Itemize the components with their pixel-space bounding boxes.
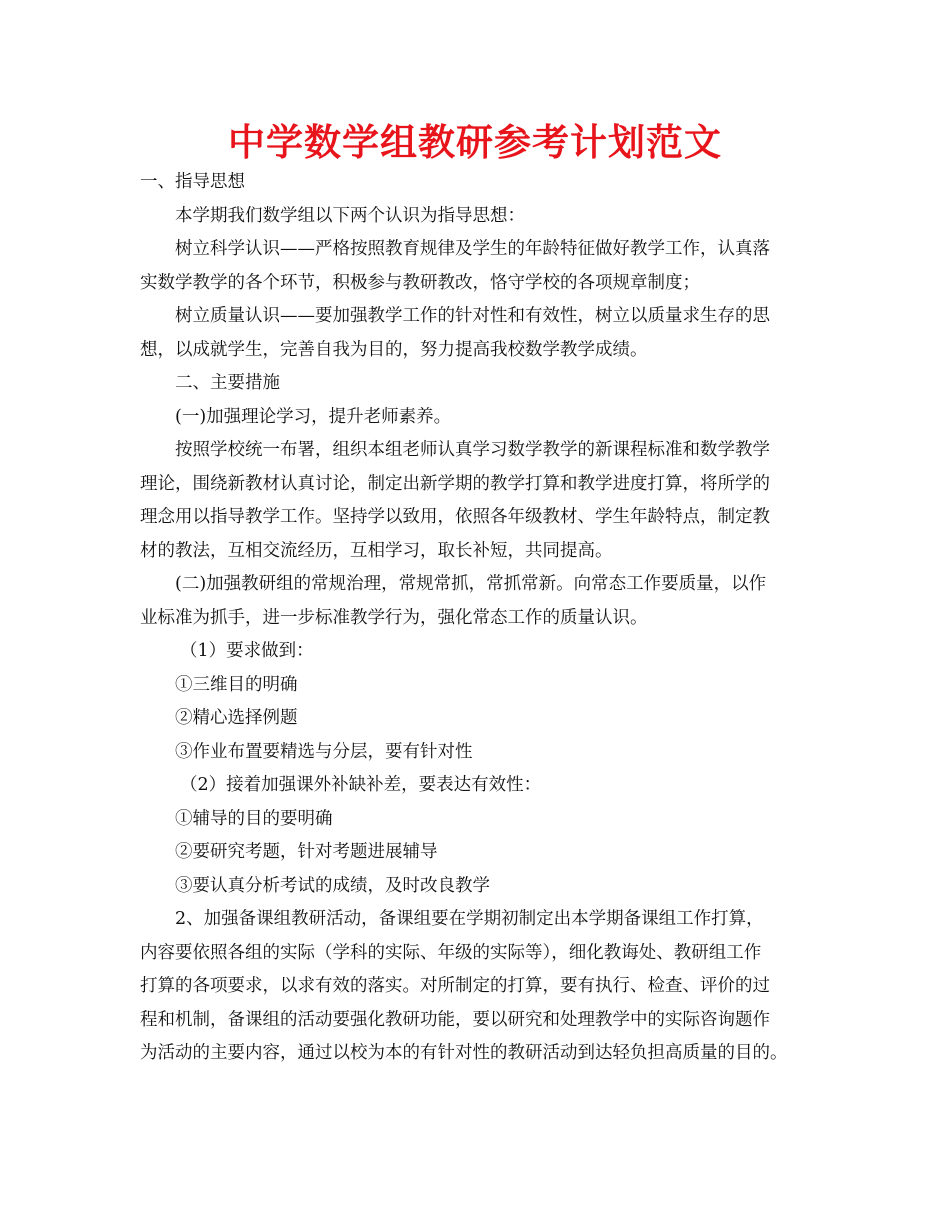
list-heading: （2）接着加强课外补缺补差，要表达有效性： bbox=[180, 775, 542, 795]
paragraph-line: 按照学校统一布署，组织本组老师认真学习数学教学的新课程标准和数学教学 bbox=[175, 440, 770, 460]
section-heading-guiding-thought: 一、指导思想 bbox=[140, 172, 245, 192]
paragraph-line: 理念用以指导教学工作。坚持学以致用，依照各年级教材、学生年龄特点，制定教 bbox=[140, 507, 770, 527]
paragraph-line: 内容要依照各组的实际（学科的实际、年级的实际等），细化教诲处、教研组工作 bbox=[140, 942, 762, 963]
paragraph-line: 实数学教学的各个环节，积极参与教研教改，恪守学校的各项规章制度； bbox=[140, 272, 700, 293]
paragraph-line: 想，以成就学生，完善自我为目的，努力提高我校数学教学成绩。 bbox=[140, 339, 648, 360]
paragraph-line: 树立科学认识——严格按照教育规律及学生的年龄特征做好教学工作，认真落 bbox=[175, 239, 770, 259]
paragraph-line: 为活动的主要内容，通过以校为本的有针对性的教研活动到达轻负担高质量的目的。 bbox=[140, 1043, 788, 1063]
document-body bbox=[140, 166, 828, 1071]
paragraph-line: 业标准为抓手，进一步标准教学行为，强化常态工作的质量认识。 bbox=[140, 607, 648, 628]
subsection-heading: (一)加强理论学习，提升老师素养。 bbox=[175, 406, 452, 427]
list-heading: （1）要求做到： bbox=[180, 641, 314, 661]
section-heading-main-measures: 二、主要措施 bbox=[175, 373, 280, 393]
paragraph-line: 打算的各项要求，以求有效的落实。对所制定的打算，要有执行、检查、评价的过 bbox=[140, 976, 770, 996]
list-item: ②要研究考题，针对考题进展辅导 bbox=[175, 842, 438, 862]
paragraph-line: 本学期我们数学组以下两个认识为指导思想： bbox=[175, 205, 525, 226]
paragraph-line: 2、加强备课组教研活动，备课组要在学期初制定出本学期备课组工作打算， bbox=[175, 909, 764, 929]
list-item: ①三维目的明确 bbox=[175, 674, 298, 695]
list-item: ③要认真分析考试的成绩，及时改良教学 bbox=[175, 875, 490, 896]
list-item: ③作业布置要精选与分层，要有针对性 bbox=[175, 741, 473, 762]
list-item: ①辅导的目的要明确 bbox=[175, 808, 333, 829]
list-item: ②精心选择例题 bbox=[175, 708, 298, 728]
paragraph-line: 材的教法，互相交流经历，互相学习，取长补短，共同提高。 bbox=[140, 540, 613, 561]
paragraph-line: 理论，围绕新教材认真讨论，制定出新学期的教学打算和教学进度打算，将所学的 bbox=[140, 473, 770, 494]
document-title: 中学数学组教研参考计划范文 bbox=[228, 121, 722, 164]
paragraph-line: 程和机制，备课组的活动要强化教研功能，要以研究和处理教学中的实际咨询题作 bbox=[140, 1009, 770, 1030]
paragraph-line: 树立质量认识——要加强教学工作的针对性和有效性，树立以质量求生存的思 bbox=[175, 306, 770, 326]
subsection-heading: (二)加强教研组的常规治理，常规常抓，常抓常新。向常态工作要质量，以作 bbox=[175, 574, 767, 594]
